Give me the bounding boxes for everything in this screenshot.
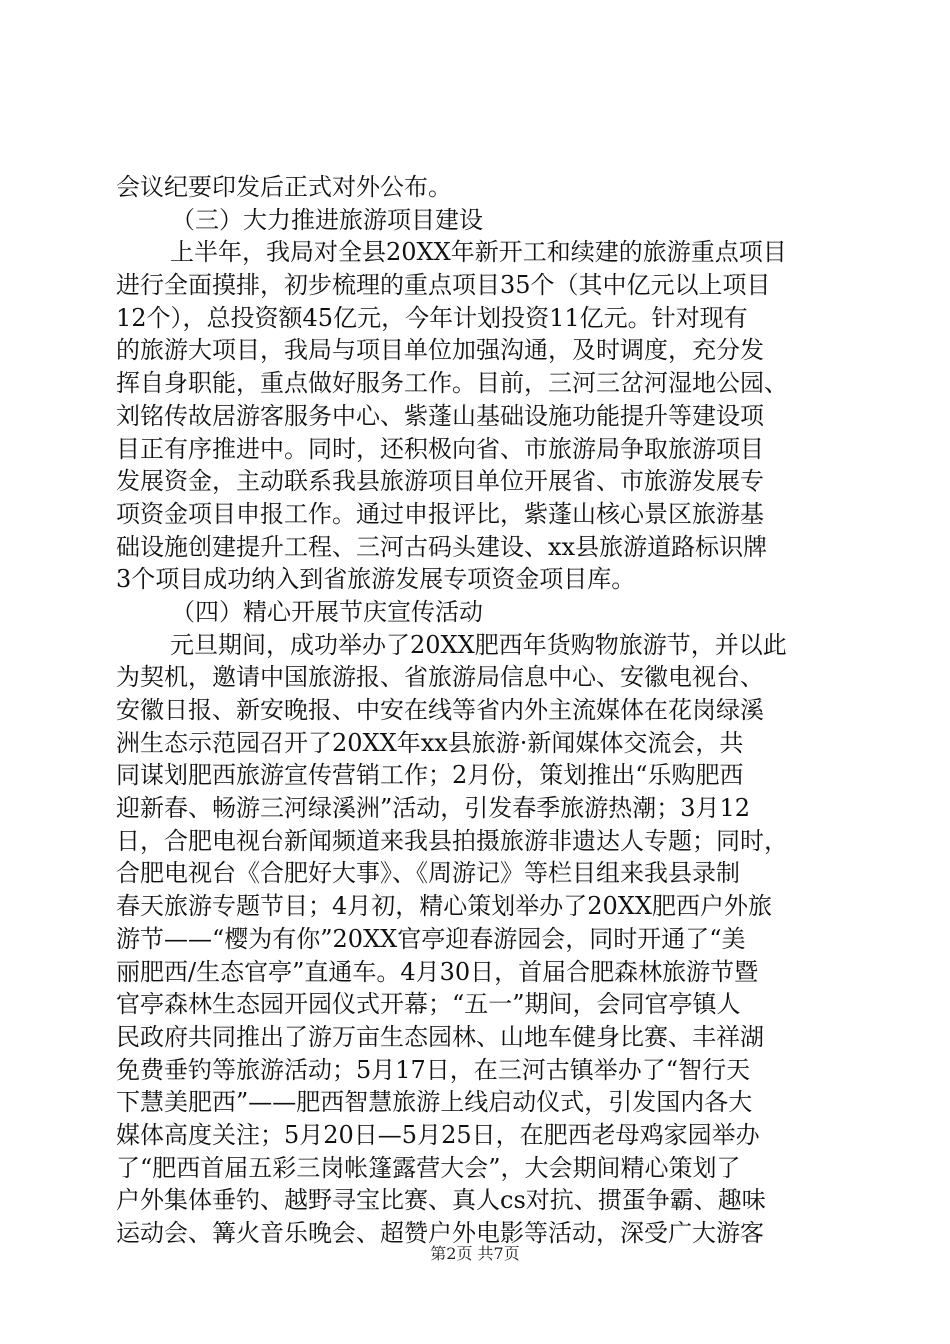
text-line: 刘铭传故居游客服务中心、紫蓬山基础设施功能提升等建设项 [116,401,764,430]
text-line: 运动会、篝火音乐晚会、超赞户外电影等活动，深受广大游客 [116,1219,764,1247]
text-line: 下慧美肥西”——肥西智慧旅游上线启动仪式，引发国内各大 [116,1088,753,1117]
text-line: 3个项目成功纳入到省旅游发展专项资金项目库。 [116,565,636,594]
text-line: 春天旅游专题节目；4月初，精心策划举办了20XX肥西户外旅 [116,892,772,921]
text-line: 迎新春、畅游三河绿溪洲”活动，引发春季旅游热潮；3月12 [116,794,751,823]
text-line: 安徽日报、新安晚报、中安在线等省内外主流媒体在花岗绿溪 [116,696,764,724]
page-number-footer: 第2页 共7页 [430,1244,520,1263]
text-line: 12个），总投资额45亿元，今年计划投资11亿元。针对现有 [116,303,748,332]
text-line: 户外集体垂钓、越野寻宝比赛、真人cs对抗、掼蛋争霸、趣味 [116,1186,766,1215]
text-line: 础设施创建提升工程、三河古码头建设、xx县旅游道路标识牌 [116,532,768,561]
text-line: 免费垂钓等旅游活动；5月17日，在三河古镇举办了“智行天 [116,1055,751,1084]
document-body [116,171,846,1250]
text-line: 洲生态示范园召开了20XX年xx县旅游·新闻媒体交流会，共 [116,728,744,757]
text-line: 同谋划肥西旅游宣传营销工作；2月份，策划推出“乐购肥西 [116,761,744,790]
section-heading-3: （三）大力推进旅游项目建设 [171,205,483,234]
text-line: 民政府共同推出了游万亩生态园林、山地车健身比赛、丰祥湖 [116,1022,764,1051]
text-line: 日，合肥电视台新闻频道来我县拍摄旅游非遗达人专题；同时， [116,826,788,855]
paragraph-first-line: 元旦期间，成功举办了20XX肥西年货购物旅游节，并以此 [170,630,787,659]
text-line: 目正有序推进中。同时，还积极向省、市旅游局争取旅游项目 [116,434,764,463]
section-heading-4: （四）精心开展节庆宣传活动 [171,597,483,626]
text-line: 会议纪要印发后正式对外公布。 [116,173,452,201]
text-line: 发展资金，主动联系我县旅游项目单位开展省、市旅游发展专 [116,467,764,496]
text-line: 为契机，邀请中国旅游报、省旅游局信息中心、安徽电视台、 [116,663,764,692]
text-line: 官亭森林生态园开园仪式开幕；“五一”期间，会同官亭镇人 [116,990,741,1019]
text-line: 的旅游大项目，我局与项目单位加强沟通，及时调度，充分发 [116,336,764,365]
paragraph-first-line: 上半年，我局对全县20XX年新开工和续建的旅游重点项目 [170,238,787,267]
text-line: 合肥电视台《合肥好大事》、《周游记》等栏目组来我县录制 [116,859,740,888]
text-line: 游节——“樱为有你”20XX官亭迎春游园会，同时开通了“美 [116,924,746,953]
text-line: 进行全面摸排，初步梳理的重点项目35个（其中亿元以上项目 [116,271,771,300]
text-line: 丽肥西/生态官亭”直通车。4月30日，首届合肥森林旅游节暨 [116,957,759,986]
text-line: 媒体高度关注；5月20日—5月25日，在肥西老母鸡家园举办 [116,1120,760,1149]
text-line: 项资金项目申报工作。通过申报评比，紫蓬山核心景区旅游基 [116,499,764,528]
text-line: 挥自身职能，重点做好服务工作。目前，三河三岔河湿地公园、 [116,369,788,398]
text-line: 了“肥西首届五彩三岗帐篷露营大会”，大会期间精心策划了 [116,1153,741,1182]
